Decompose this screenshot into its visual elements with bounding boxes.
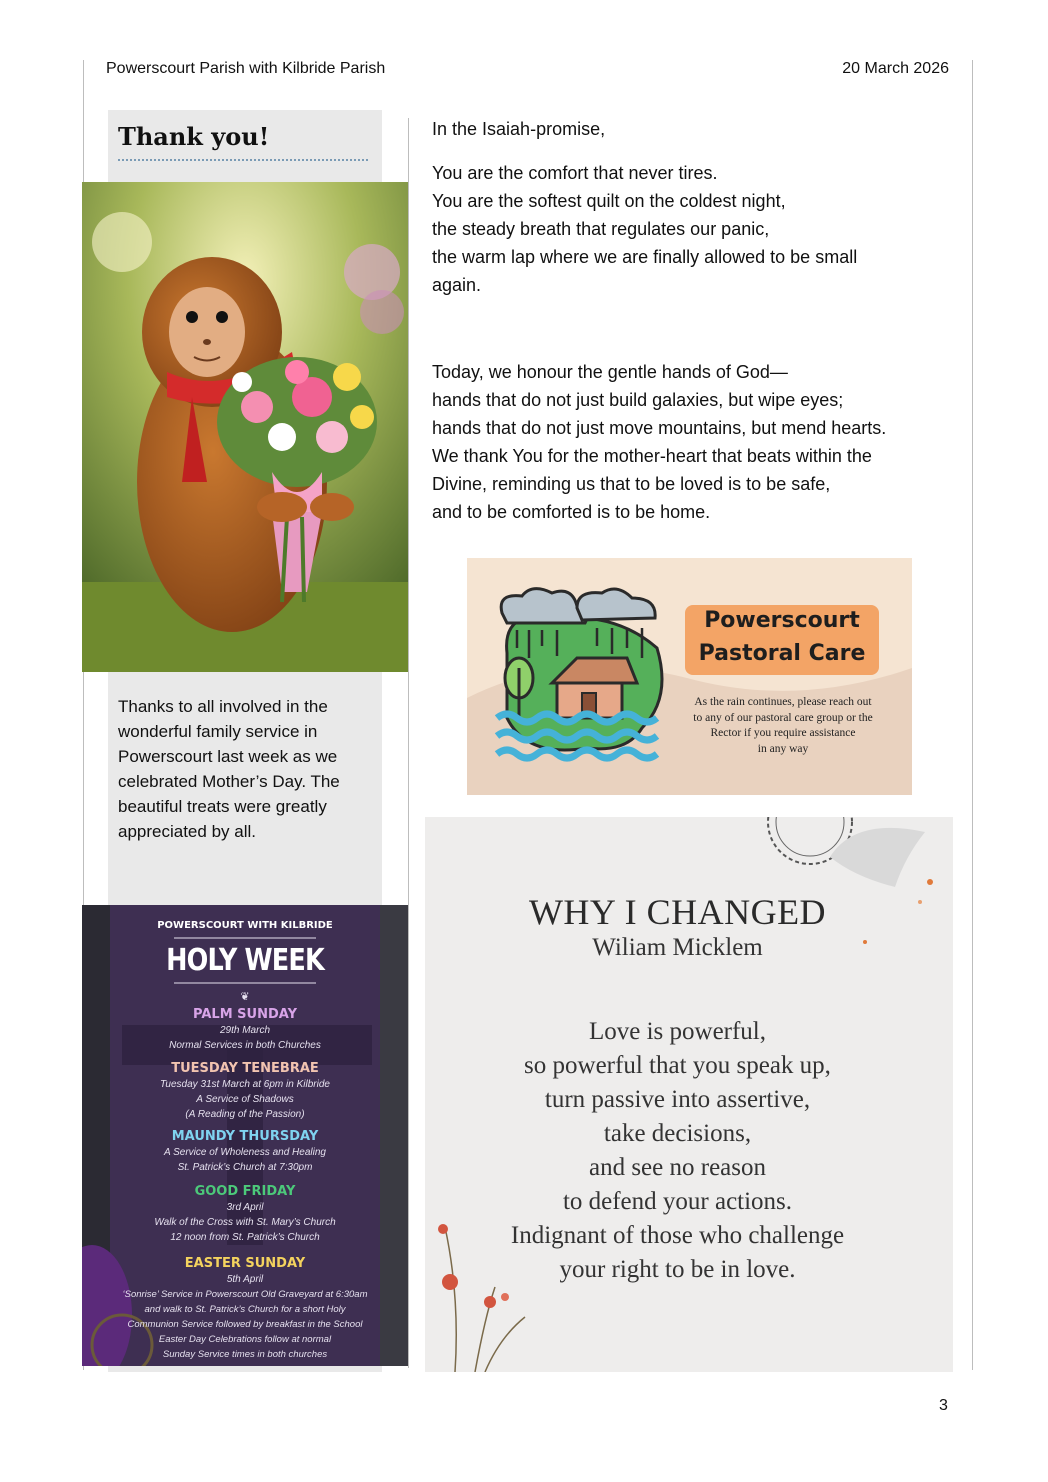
event-line: St. Patrick’s Church at 7:30pm bbox=[177, 1162, 313, 1173]
right-margin-rule bbox=[972, 60, 973, 1370]
event-line: Walk of the Cross with St. Mary’s Church bbox=[154, 1217, 336, 1228]
pastoral-care-title-2: Pastoral Care bbox=[698, 641, 866, 666]
pastoral-care-title-1: Powerscourt bbox=[704, 608, 860, 633]
poem-intro: In the Isaiah-promise, bbox=[432, 119, 606, 139]
message-line: Rector if you require assistance bbox=[710, 727, 856, 739]
parish-name: Powerscourt Parish with Kilbride Parish bbox=[106, 60, 386, 77]
event-palm-sunday bbox=[82, 1007, 408, 1053]
message-line: As the rain continues, please reach out bbox=[694, 696, 872, 708]
event-maundy-thursday bbox=[82, 1129, 408, 1175]
poem-line: You are the comfort that never tires. bbox=[432, 163, 718, 183]
message-line: to any of our pastoral care group or the bbox=[693, 711, 873, 724]
poem-line: Indignant of those who challenge bbox=[510, 1222, 845, 1249]
message-line: in any way bbox=[757, 742, 809, 755]
event-line: 5th April bbox=[226, 1274, 264, 1285]
heading-dotted-divider bbox=[118, 159, 368, 161]
poem-author: Wiliam Micklem bbox=[592, 934, 763, 961]
thanks-paragraph: Thanks to all involved in the wonderful family service in Powerscourt last week as we celebrated Mother’s Day. The beautiful treats were greatly appreciated by all. bbox=[118, 697, 340, 841]
holy-week-title: HOLY WEEK bbox=[166, 943, 324, 978]
holy-week-org: POWERSCOURT WITH KILBRIDE bbox=[157, 920, 333, 931]
poem-line: and see no reason bbox=[588, 1154, 766, 1181]
why-changed-poem bbox=[425, 1015, 930, 1287]
event-line: A Service of Wholeness and Healing bbox=[164, 1147, 326, 1158]
poem-line: so powerful that you speak up, bbox=[524, 1052, 831, 1079]
poem-line: hands that do not just build galaxies, but wipe eyes; bbox=[432, 390, 844, 410]
poem-line: and to be comforted is to be home. bbox=[432, 502, 711, 522]
event-line: 3rd April bbox=[226, 1202, 264, 1213]
page-number: 3 bbox=[939, 1397, 948, 1414]
column-divider bbox=[408, 118, 409, 1368]
issue-date: 20 March 2026 bbox=[842, 60, 949, 77]
pastoral-care-message bbox=[667, 695, 899, 757]
event-line: Sunday Service times in both churches bbox=[162, 1349, 328, 1360]
event-line: ‘Sonrise’ Service in Powerscourt Old Graveyard at 6:30am bbox=[122, 1289, 368, 1300]
pastoral-care-banner bbox=[467, 558, 912, 795]
poem-line: take decisions, bbox=[603, 1120, 752, 1147]
palm-icon: ❦ bbox=[240, 991, 250, 1003]
poem-line: We thank You for the mother-heart that beats within the bbox=[432, 446, 872, 466]
event-line: 29th March bbox=[219, 1025, 271, 1036]
event-line: Normal Services in both Churches bbox=[169, 1040, 321, 1051]
event-line: A Service of Shadows bbox=[196, 1094, 294, 1105]
poem-line: to defend your actions. bbox=[562, 1188, 793, 1215]
poem-title: WHY I CHANGED bbox=[528, 892, 827, 932]
event-good-friday bbox=[82, 1184, 408, 1245]
poem-line: Divine, reminding us that to be loved is to be safe, bbox=[432, 474, 831, 494]
event-line: Communion Service followed by breakfast in the School bbox=[127, 1319, 363, 1330]
orangutan-flowers-photo bbox=[82, 182, 408, 672]
poem-line: hands that do not just move mountains, but mend hearts. bbox=[432, 418, 887, 438]
poem-line: turn passive into assertive, bbox=[544, 1086, 811, 1113]
event-line: (A Reading of the Passion) bbox=[185, 1109, 305, 1120]
poem-line: You are the softest quilt on the coldest night, bbox=[432, 191, 786, 211]
event-line: Tuesday 31st March at 6pm in Kilbride bbox=[160, 1079, 330, 1090]
event-tuesday-tenebrae bbox=[82, 1061, 408, 1122]
rain-house-illustration bbox=[467, 558, 912, 795]
poem-line: Love is powerful, bbox=[588, 1018, 767, 1045]
event-title: TUESDAY TENEBRAE bbox=[171, 1061, 319, 1076]
event-title: EASTER SUNDAY bbox=[184, 1256, 306, 1271]
event-title: GOOD FRIDAY bbox=[194, 1184, 296, 1199]
event-line: 12 noon from St. Patrick’s Church bbox=[170, 1232, 320, 1243]
event-title: MAUNDY THURSDAY bbox=[171, 1129, 319, 1144]
thank-you-heading: Thank you! bbox=[118, 122, 270, 151]
poem-line: your right to be in love. bbox=[559, 1256, 796, 1283]
poem-line: Today, we honour the gentle hands of God— bbox=[432, 362, 788, 382]
poem-line: the steady breath that regulates our panic, bbox=[432, 219, 770, 239]
why-i-changed-card bbox=[425, 817, 953, 1372]
holy-week-poster bbox=[82, 905, 408, 1366]
event-line: Easter Day Celebrations follow at normal bbox=[158, 1334, 332, 1345]
event-line: and walk to St. Patrick’s Church for a short Holy bbox=[144, 1304, 346, 1315]
event-easter-sunday bbox=[82, 1256, 408, 1362]
event-title: PALM SUNDAY bbox=[193, 1007, 297, 1022]
poem-line: again. bbox=[432, 275, 482, 295]
poem-line: the warm lap where we are finally allowed to be small bbox=[432, 247, 858, 267]
poem-text bbox=[432, 115, 952, 526]
